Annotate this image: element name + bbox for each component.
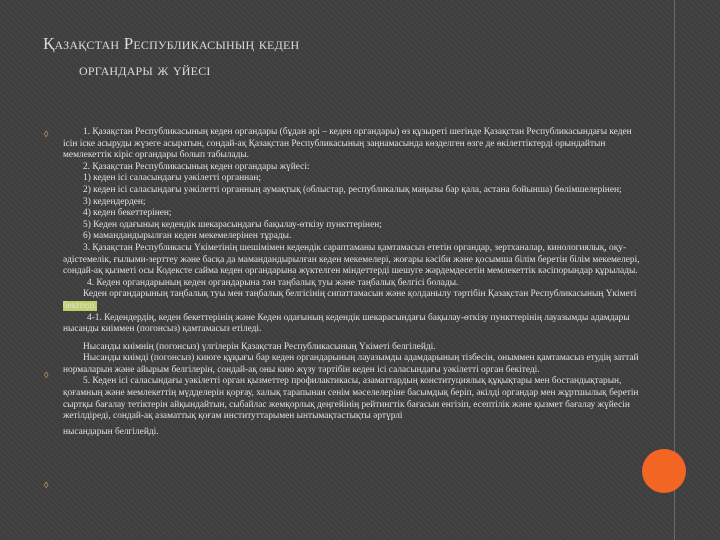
text-line: 5. Кеден ісі саласындағы уәкілетті орган қызметтер профилактикасы, азаматтардың конституциялық құқықтары мен бостандықтарын, қоғамның және мемлекеттің мүдделерін қорғау, халық тарапынан сенім мәселелеріне басымдық беріп, әкілді органдар мен жұртшылық беретін сыртқы бағалау тетіктерін айқындайтын, сыбайлас жемқорлық деңгейінің рейтингтік бағасын енгізіп, есептілік және қызмет бағалау жүйесін жетілдіреді, сондай-ақ азаматтық қоғам институттарымен ынтымақтастықты әртүрлі [63,376,639,422]
text-line: нысандарын белгілейді. [63,426,159,437]
bullet-diamond-icon: ◊ [44,129,49,139]
text-line: 3) кедендерден; [83,196,146,207]
bullet-diamond-icon: ◊ [44,480,49,490]
paragraph-block-3 [63,427,643,439]
text-line: 4) кеден бекеттерінен; [83,208,172,219]
text-line: 3. Қазақстан Республикасы Үкіметінің шешімімен кедендік сараптаманы қамтамасыз ететін органдар, зертханалар, кинологиялық, оқу-әдістемелік, ғылыми-зерттеу және басқа да мамандандырылған кеден мекемелері, жоғары кәсіби және қосымша білім беретін білім мекемелері, сондай-ақ қызметі осы Кодексте сайма кеден органдарына жүктелген міндеттерді шешуге жәрдемдесетін мемлекеттік кәсіпорындар құрылады. [63,242,640,277]
text-line: 1. Қазақстан Республикасының кеден органдары (бұдан әрі – кеден органдары) өз құзыреті шегінде Қазақстан Республикасындағы кеден ісін іске асыруды жүзеге асыратын, сондай-ақ Қазақстан Республикасының заңнамасында көзделген өзге де өкілеттіктерді орындайтын мемлекеттік кіріс органдары болып табылады. [63,127,632,161]
slide-title [43,31,563,83]
text-line: 6) мамандандырылған кеден мекемелерінен тұрады. [83,231,292,242]
text-line: Нысанды киімнің (погонсыз) үлгілерін Қазақстан Республикасының Үкіметі белгілейді. [83,341,436,352]
text-line: 2) кеден ісі саласындағы уәкілетті органның аумақтық (облыстар, республикалық маңызы бар қала, астана бойынша) бөлімшелерінен; [83,184,622,195]
text-span: Кеден органдарының таңбалық туы мен таңбалық белгісінің сипаттамасын және қолданылу тәртібін Қазақстан Республикасының Үкіметі [83,289,637,300]
hyperlink[interactable]: бекітеді. [63,300,97,311]
text-line: Нысанды киімді (погонсыз) киюге құқығы бар кеден органдарының лауазымды адамдарының тізбесін, оныммен қамтамасыз етудің заттай нормаларын және айырым белгілерін, сондай-ақ оны кию жүзу тәртібін кеден ісі саласындағы уәкілетті орган бекітеді. [63,353,639,375]
text-line: 2. Қазақстан Республикасының кеден органдары жүйесі: [83,161,310,172]
title-line-1: Қазақстан Республикасының кеден [43,34,300,53]
text-line: 4-1. Кедендердің, кеден бекеттерінің және Кеден одағының кедендік шекарасындағы бақылау-өткізу пункттерінің лауазымды адамдары нысанды киіммен (погонсыз) қамтамасыз етіледі. [63,312,630,335]
paragraph-block-2 [63,342,643,423]
text-line: 4. Кеден органдарының кеден органдарына тән таңбалық туы және таңбалық белгісі болады. [87,277,459,288]
bullet-diamond-icon: ◊ [44,370,49,380]
slide-body [63,127,643,438]
paragraph-block-1 [63,127,643,336]
text-line: 1) кеден ісі саласындағы уәкілетті органнан; [83,173,261,184]
decorative-circle [642,449,686,493]
text-line: 5) Кеден одағының кедендік шекарасындағы бақылау-өткізу пункттерінен; [83,219,382,230]
title-line-2: органдары ж үйесі [79,60,211,79]
text-line [63,289,643,312]
